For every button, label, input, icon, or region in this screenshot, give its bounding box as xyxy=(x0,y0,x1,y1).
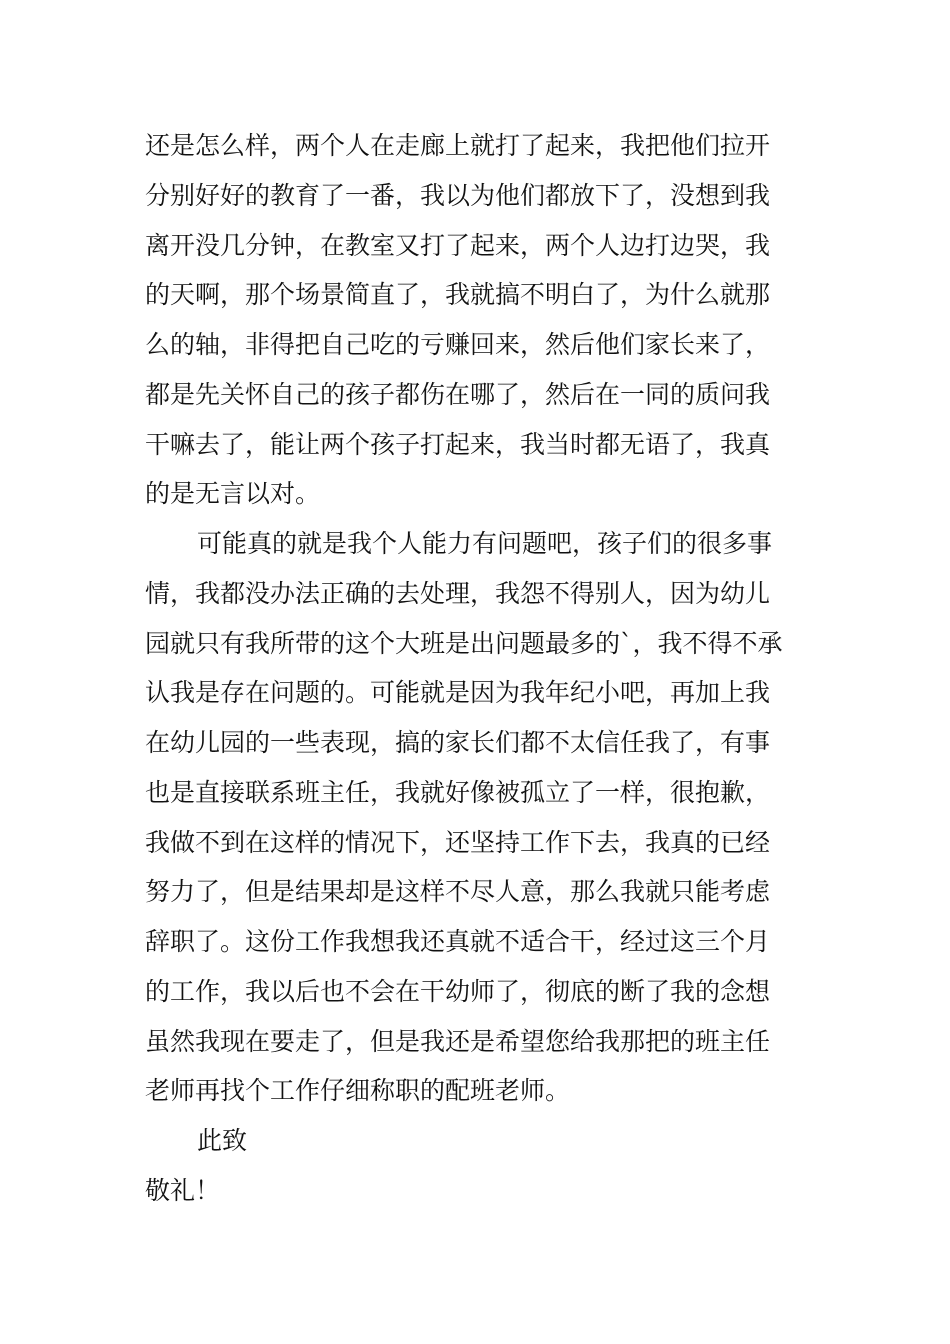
paragraph-line: 么的轴，非得把自己吃的亏赚回来，然后他们家长来了， xyxy=(145,330,771,359)
paragraph-line: 努力了，但是结果却是这样不尽人意，那么我就只能考虑 xyxy=(145,877,771,906)
paragraph-line: 在幼儿园的一些表现，搞的家长们都不太信任我了，有事 xyxy=(145,728,771,757)
paragraph-line: 都是先关怀自己的孩子都伤在哪了，然后在一同的质问我 xyxy=(145,380,771,409)
paragraph-line: 认我是存在问题的。可能就是因为我年纪小吧，再加上我 xyxy=(145,678,771,707)
salutation-text: 敬礼！ xyxy=(145,1176,221,1205)
paragraph-line: 情，我都没办法正确的去处理，我怨不得别人，因为幼儿 xyxy=(145,579,771,608)
paragraph-line: 分别好好的教育了一番，我以为他们都放下了，没想到我 xyxy=(145,181,771,210)
paragraph-line: 的天啊，那个场景简直了，我就搞不明白了，为什么就那 xyxy=(145,280,771,309)
paragraph-line: 的工作，我以后也不会在干幼师了，彻底的断了我的念想 xyxy=(145,977,771,1006)
paragraph-line: 可能真的就是我个人能力有问题吧，孩子们的很多事 xyxy=(197,529,773,558)
paragraph-line: 园就只有我所带的这个大班是出问题最多的`，我不得不承 xyxy=(145,629,783,658)
paragraph-line: 的是无言以对。 xyxy=(145,479,321,508)
paragraph-line: 虽然我现在要走了，但是我还是希望您给我那把的班主任 xyxy=(145,1027,771,1056)
paragraph-line: 老师再找个工作仔细称职的配班老师。 xyxy=(145,1076,571,1105)
paragraph-line: 也是直接联系班主任，我就好像被孤立了一样，很抱歉， xyxy=(145,778,771,807)
paragraph-line: 辞职了。这份工作我想我还真就不适合干，经过这三个月 xyxy=(145,927,771,956)
paragraph-line: 我做不到在这样的情况下，还坚持工作下去，我真的已经 xyxy=(145,828,771,857)
closing-text: 此致 xyxy=(197,1126,248,1155)
paragraph-line: 离开没几分钟，在教室又打了起来，两个人边打边哭，我 xyxy=(145,231,771,260)
paragraph-line: 还是怎么样，两个人在走廊上就打了起来，我把他们拉开 xyxy=(145,131,771,160)
paragraph-line: 干嘛去了，能让两个孩子打起来，我当时都无语了，我真 xyxy=(145,430,771,459)
